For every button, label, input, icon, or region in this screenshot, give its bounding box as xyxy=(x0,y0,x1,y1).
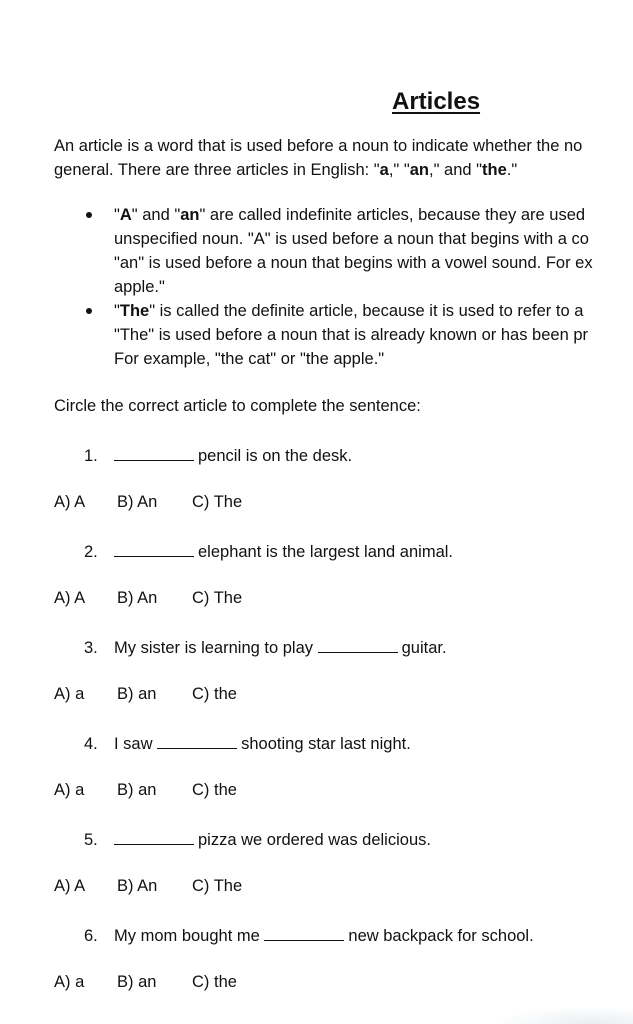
question-4-options xyxy=(54,781,237,800)
option-b[interactable]: B) An xyxy=(117,493,158,511)
option-c[interactable]: C) The xyxy=(192,877,243,895)
question-text-before: My sister is learning to play xyxy=(114,639,313,657)
question-4 xyxy=(84,734,411,754)
option-a[interactable]: A) A xyxy=(54,493,86,511)
answer-blank[interactable] xyxy=(318,638,398,653)
option-b[interactable]: B) an xyxy=(117,973,157,991)
question-text-before: My mom bought me xyxy=(114,927,260,945)
option-b[interactable]: B) an xyxy=(117,685,157,703)
question-number: 3. xyxy=(84,639,98,657)
question-3-options xyxy=(54,685,237,704)
bullet-1-line-2: unspecified noun. "A" is used before a noun that begins with a co xyxy=(114,230,589,248)
bullet-dot-icon xyxy=(86,212,92,218)
option-c[interactable]: C) the xyxy=(192,781,237,799)
question-3 xyxy=(84,638,447,658)
intro-line-2: general. There are three articles in English: "a," "an," and "the." xyxy=(54,161,518,179)
article-the: the xyxy=(482,161,507,179)
question-6 xyxy=(84,926,534,946)
article-an: an xyxy=(409,161,429,179)
answer-blank[interactable] xyxy=(157,734,237,749)
question-2-options xyxy=(54,589,242,608)
intro-paragraph xyxy=(54,134,633,182)
question-number: 2. xyxy=(84,543,98,561)
article-rules-list xyxy=(54,203,593,371)
answer-blank[interactable] xyxy=(114,542,194,557)
bullet-1-line-1: "A" and "an" are called indefinite articles, because they are used xyxy=(114,206,586,224)
question-number: 1. xyxy=(84,447,98,465)
bullet-dot-icon xyxy=(86,308,92,314)
bullet-indefinite xyxy=(54,203,593,299)
bullet-definite xyxy=(54,299,593,371)
question-5-options xyxy=(54,877,242,896)
photo-glare xyxy=(493,1006,633,1024)
question-text-before: I saw xyxy=(114,735,153,753)
question-number: 5. xyxy=(84,831,98,849)
question-text: elephant is the largest land animal. xyxy=(198,543,453,561)
bullet-2-line-3: For example, "the cat" or "the apple." xyxy=(114,350,385,368)
question-1 xyxy=(84,446,352,466)
option-a[interactable]: A) a xyxy=(54,973,85,991)
instruction-text: Circle the correct article to complete the sentence: xyxy=(54,397,421,415)
question-text: pencil is on the desk. xyxy=(198,447,353,465)
option-c[interactable]: C) the xyxy=(192,685,237,703)
answer-blank[interactable] xyxy=(264,926,344,941)
answer-blank[interactable] xyxy=(114,830,194,845)
question-1-options xyxy=(54,493,242,512)
question-number: 6. xyxy=(84,927,98,945)
page-title: Articles xyxy=(392,88,481,115)
option-b[interactable]: B) An xyxy=(117,877,158,895)
bullet-1-line-3: "an" is used before a noun that begins with a vowel sound. For ex xyxy=(114,254,593,272)
question-number: 4. xyxy=(84,735,98,753)
bullet-2-line-2: "The" is used before a noun that is already known or has been pr xyxy=(114,326,589,344)
option-c[interactable]: C) the xyxy=(192,973,237,991)
option-a[interactable]: A) A xyxy=(54,877,86,895)
question-5 xyxy=(84,830,431,850)
option-c[interactable]: C) The xyxy=(192,589,243,607)
intro-line-1: An article is a word that is used before a noun to indicate whether the no xyxy=(54,137,583,155)
option-a[interactable]: A) a xyxy=(54,685,85,703)
question-2 xyxy=(84,542,453,562)
bullet-2-line-1: "The" is called the definite article, because it is used to refer to a xyxy=(114,302,584,320)
option-a[interactable]: A) a xyxy=(54,781,85,799)
bullet-1-line-4: apple." xyxy=(114,278,165,296)
answer-blank[interactable] xyxy=(114,446,194,461)
option-a[interactable]: A) A xyxy=(54,589,86,607)
question-text-after: guitar. xyxy=(401,639,447,657)
option-b[interactable]: B) an xyxy=(117,781,157,799)
question-text: pizza we ordered was delicious. xyxy=(198,831,431,849)
question-text-after: shooting star last night. xyxy=(241,735,411,753)
option-b[interactable]: B) An xyxy=(117,589,158,607)
article-a: a xyxy=(379,161,389,179)
question-6-options xyxy=(54,973,237,992)
option-c[interactable]: C) The xyxy=(192,493,243,511)
question-text-after: new backpack for school. xyxy=(348,927,534,945)
